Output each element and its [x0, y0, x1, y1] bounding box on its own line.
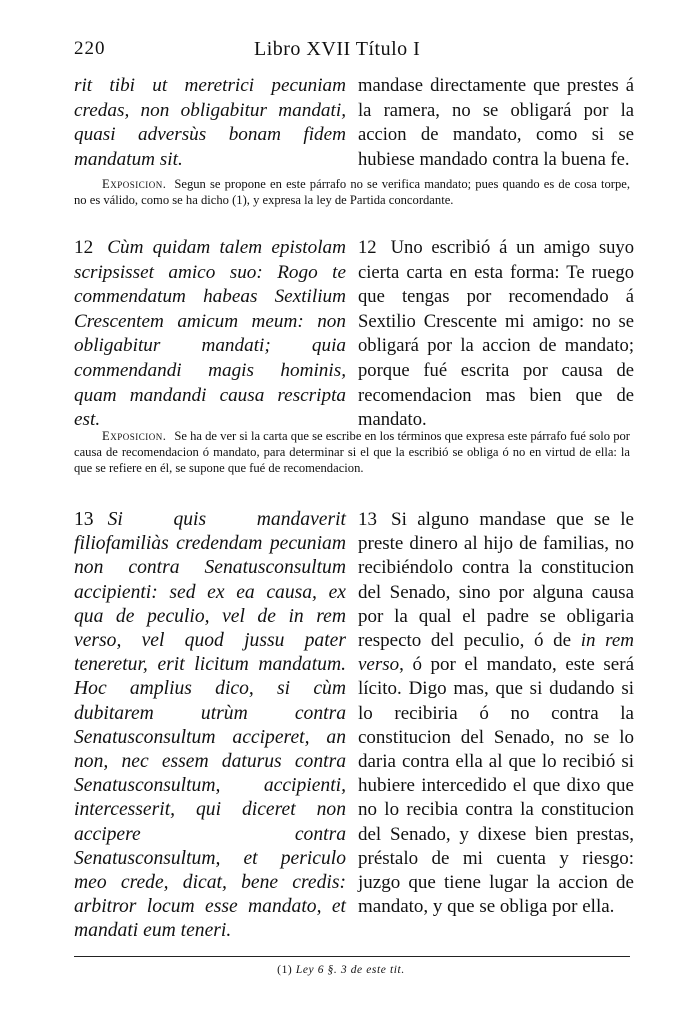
spanish-column — [358, 74, 634, 172]
paragraph-number: 12 — [74, 237, 94, 258]
spanish-text-continued: , ó por el mandato, este será lícito. Digo mas, que si dudando si lo recibiria ó no contra la constitucion del Senado, no se lo daria contra ella al que lo recibió si hubiere intercedido el que dixo que no lo recibia contra la constitucion del Senado, y dixese bien prestas, préstalo de mi cuenta y riesgo: juzgo que tiene lugar la accion de mandato, y que se obliga por ella. — [358, 654, 634, 918]
latin-text: Cùm quidam talem epistolam scripsisset amico suo: Rogo te commendatum habeas Sextilium Crescentem amicum meum: non obligabitur mandati; quia commendandi magis hominis, quam mandandi causa rescripta est. — [74, 237, 346, 431]
exposicion-note — [74, 428, 630, 476]
exposicion-note — [74, 176, 630, 208]
spanish-text: Uno escribió á un amigo suyo cierta carta en esta forma: Te ruego que tengas por recomendado á Sextilio Crescente mi amigo: no se obligará por la accion de mandato; porque fué escrita por causa de recomendacion mas bien que de mandato. — [358, 237, 634, 431]
paragraph-block-continued — [74, 74, 634, 172]
running-title: Libro XVII Título I — [254, 38, 421, 60]
paragraph-number: 13 — [74, 509, 94, 530]
spanish-column — [358, 508, 634, 944]
spanish-italic-phrase: in rem verso — [358, 630, 634, 676]
paragraph-block-12 — [74, 236, 634, 433]
paragraph-number: 13 — [358, 509, 377, 530]
spanish-text: Si alguno mandase que se le preste dinero al hijo de familias, no recibiéndolo contra la constitucion del Senado, sino por alguna causa por la qual el padre se obligaria respecto del peculio, ó de — [358, 509, 634, 652]
paragraph-number: 12 — [358, 237, 377, 258]
footnote-text: de este tit. — [350, 964, 405, 976]
page-header — [74, 38, 634, 66]
footnote-marker: (1) — [277, 964, 293, 976]
exposicion-text: Segun se propone en este párrafo no se verifica mandato; pues quando es de cosa torpe, no es válido, como se ha dicho (1), y expresa la ley de Partida concordante. — [74, 177, 630, 207]
spanish-column — [358, 236, 634, 433]
exposicion-text: Se ha de ver si la carta que se escribe en los términos que expresa este párrafo fué solo por causa de recomendacion ó mandato, para determinar si el que la escribió se obliga ó no en virtud de ella: la que se refiere en él, se supone que fué de recomendacion. — [74, 429, 631, 475]
latin-column — [74, 236, 346, 433]
latin-text: Si quis mandaverit filiofamiliàs credendam pecuniam non contra Senatusconsultum accipienti: sed ex ea causa, ex qua de peculio, vel de in rem verso, vel quod jussu pater teneretur, erit licitum mandatum. Hoc amplius dico, si cùm dubitarem utrùm contra Senatusconsultum acciperet, an non, nec essem daturus contra Senatusconsultum, accipienti, intercesserit, qui diceret non accipere contra Senatusconsultum, et periculo meo crede, dicat, bene credis: arbitror locum esse mandato, et mandati eum teneri. — [74, 509, 346, 942]
latin-column — [74, 74, 346, 172]
footnote — [0, 964, 682, 976]
latin-text: rit tibi ut meretrici pecuniam credas, non obligabitur mandati, quasi adversùs bonam fidem mandatum sit. — [74, 75, 346, 170]
latin-column — [74, 508, 346, 944]
spanish-text: mandase directamente que prestes á la ramera, no se obligará por la accion de mandato, como si se hubiese mandado contra la buena fe. — [358, 75, 634, 170]
footnote-reference: Ley 6 §. 3 — [295, 964, 348, 976]
paragraph-block-13 — [74, 508, 634, 944]
page-number: 220 — [74, 38, 106, 59]
exposicion-label: Exposicion. — [102, 177, 167, 191]
footnote-divider — [74, 956, 630, 957]
exposicion-label: Exposicion. — [102, 429, 167, 443]
